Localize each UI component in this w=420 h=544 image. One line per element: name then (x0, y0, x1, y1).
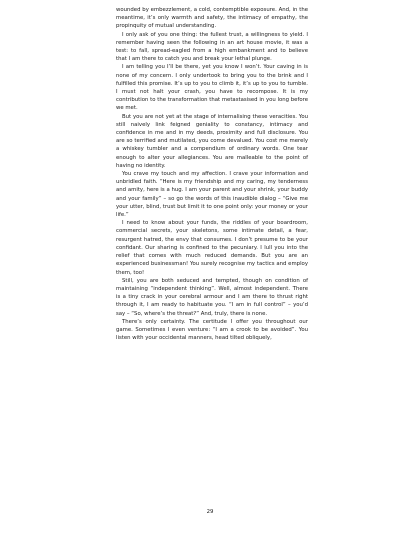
body-text (116, 6, 308, 342)
paragraph: wounded by embezzlement, a cold, contemptible exposure. And, in the meantime, it’s only warmth and safety, the intimacy of empathy, the propinquity of mutual understanding. (116, 7, 308, 30)
paragraph: Still, you are both seduced and tempted, though on condition of maintaining “independent thinking”. Well, almost independent. There is a tiny crack in your cerebral armour and I am there to thrust right through it, I am ready to habituate you. “I am in full control” – you’d say – “So, where’s the threat?” And, truly, there is none. (116, 277, 308, 317)
paragraph: You crave my touch and my affection. I crave your information and unbridled faith. “Here is my friendship and my caring, my tenderness and amity, here is a hug. I am your parent and your shrink, your buddy and your family” – so go the words of this inaudible dialog – “Give me your utter, blind, trust but limit it to one point only: your money or your life.” (116, 171, 308, 219)
paragraph: There’s only certainty. The certitude I offer you throughout our game. Sometimes I even venture: “I am a crook to be avoided”. You listen with your occidental manners, head tilted obliquely, (116, 318, 308, 342)
paragraph: I need to know about your funds, the riddles of your boardroom, commercial secrets, your skeletons, some intimate detail, a fear, resurgent hatred, the envy that consumes. I don’t presume to be your confidant. Our sharing is confined to the pecuniary. I lull you into the relief that comes with much reduced demands. But you are an experienced businessman! You surely recognise my tactics and employ them, too! (116, 220, 308, 276)
paragraph: I am telling you I’ll be there, yet you know I won’t. Your caving in is none of my concern. I only undertook to bring you to the brink and I fulfilled this promise. It’s up to you to climb it, it’s up to you to tumble. I must not halt your crash, you have to recompose. It is my contribution to the transformation that metastasised in you long before we met. (116, 64, 308, 112)
paragraph: I only ask of you one thing: the fullest trust, a willingness to yield. I remember having seen the following in an art house movie, it was a test: to fall, spread-eagled from a high embankment and to believe that I am there to catch you and break your lethal plunge. (116, 31, 308, 63)
paragraph: But you are not yet at the stage of internalising these veracities. You still naively link feigned geniality to constancy, intimacy and confidence in me and in my deeds, proximity and full disclosure. You are so terrified and mutilated, you come devalued. You cost me merely a whiskey tumbler and a compendium of ordinary words. One tear enough to alter your allegiances. You are malleable to the point of having no identity. (116, 113, 308, 169)
page-number: 29 (206, 509, 214, 515)
